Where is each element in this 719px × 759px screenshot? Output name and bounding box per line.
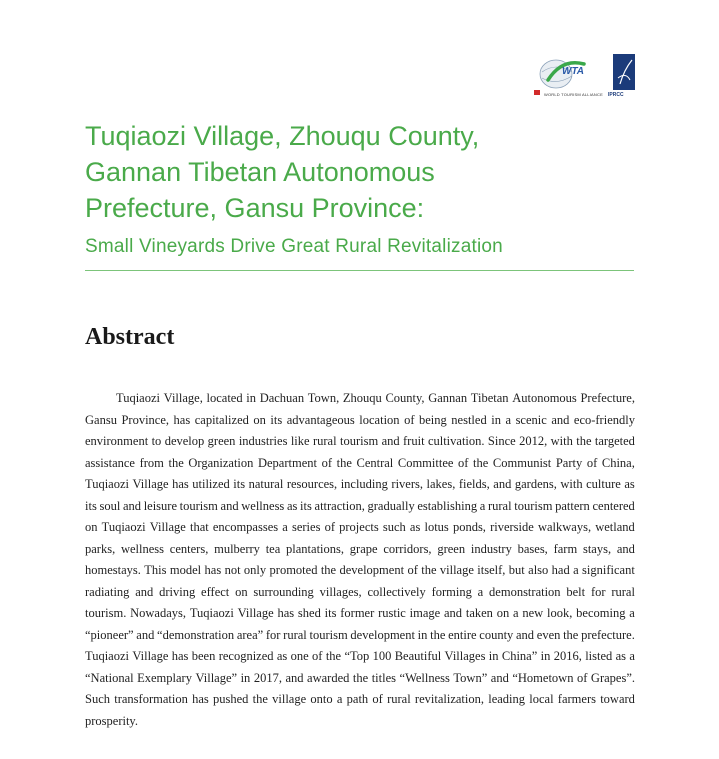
word: resources, [286,477,338,491]
word: radiating [85,584,130,599]
word: Village [149,520,186,534]
word: also [528,563,549,577]
word: shed [297,606,321,620]
word: like [290,434,310,448]
word: and [135,584,154,599]
word: rural [487,498,512,513]
word: centers, [169,541,209,556]
word: Town, [307,391,340,405]
word: Committee [397,455,454,470]
abstract-line [85,668,635,690]
abstract-line [85,625,635,647]
word: lakes, [426,477,456,491]
word: has [204,563,222,577]
word: Such [85,692,110,706]
word: the [352,670,369,685]
word: assistance [85,455,135,470]
word: and [616,541,635,556]
word: its [270,412,283,427]
abstract-line [85,388,635,410]
word: a [282,520,288,534]
word: and [285,670,304,685]
word: rural [283,627,307,642]
word: recognized [218,649,274,663]
word: nestled [451,412,487,427]
word: establishing [417,498,478,513]
word: in [417,627,428,642]
word: and [493,477,512,491]
word: rural [387,692,411,706]
word: as [286,498,298,513]
word: revitalization, [414,692,484,706]
word: Central [356,455,394,470]
word: taken [465,606,493,620]
word: and [443,606,463,620]
word: utilized [192,477,230,491]
word: the [325,649,342,663]
word: green [207,434,236,448]
title-divider [85,270,634,271]
word: model [169,563,202,577]
word: has [277,606,295,620]
word: of [321,455,333,470]
word: the [421,563,437,577]
word: the [168,455,184,470]
word: 2017, [253,670,282,685]
case-title [85,118,645,226]
word: including [340,477,388,491]
word: location [359,412,400,427]
word: surrounding [253,584,314,599]
case-subtitle: Small Vineyards Drive Great Rural Revitalization [85,236,503,257]
word: farm [553,541,578,556]
word: Party [555,455,583,470]
word: projects [339,520,379,534]
word: Organization [188,455,254,470]
word: that [189,520,209,534]
word: located [206,391,243,405]
word: leading [488,692,526,706]
word: Grapes”. [590,670,635,685]
word: its [85,498,97,513]
word: its [233,477,246,491]
word: entire [448,627,477,642]
word: Beautiful [394,649,442,663]
word: villages, [319,584,362,599]
abstract-line [85,689,635,711]
word: significant [582,563,635,577]
word: of [458,455,469,470]
word: belt [566,584,586,599]
word: China, [601,455,635,470]
word: has [192,692,209,706]
word: the [320,563,337,577]
word: and [381,434,400,448]
word: rivers, [391,477,424,491]
abstract-line [85,474,635,496]
word: bases, [517,541,548,556]
word: tourism [514,498,553,513]
word: with [560,477,583,491]
word: Dachuan [259,391,305,405]
word: its [324,606,337,620]
word: not [224,563,241,577]
word: “pioneer” [85,627,134,642]
word: Autonomous [512,391,577,405]
word: culture [586,477,621,491]
word: 2012, [519,434,548,448]
word: from [139,455,164,470]
word: and [136,627,155,642]
word: “National [85,670,134,685]
word: Tuqiaozi [101,520,146,534]
word: tourism [339,434,379,448]
word: in [240,670,251,685]
word: tourism. [85,606,127,620]
word: demonstration [489,584,561,599]
abstract-line [85,453,635,475]
word: and [516,627,535,642]
word: a [477,584,484,599]
word: as [409,520,421,534]
word: Zhouqu [342,391,382,405]
word: Village [132,477,169,491]
word: a [505,412,512,427]
title-line: Prefecture, Gansu Province: [85,193,425,223]
word: Tuqiaozi [85,649,129,663]
word: and [551,412,570,427]
word: the [576,434,592,448]
word: a [479,498,486,513]
word: scenic [515,412,547,427]
word: in [540,649,551,663]
word: cultivation. [427,434,485,448]
word: even [536,627,561,642]
abstract-line [85,517,635,539]
word: onto [310,692,333,706]
word: develop [164,434,205,448]
word: Nowadays, [130,606,187,620]
word: rural [611,584,635,599]
word: of [324,520,335,534]
word: a [336,692,343,706]
word: for [590,584,606,599]
word: of [404,412,415,427]
word: the [252,692,268,706]
word: itself, [477,563,506,577]
word: China” [501,649,538,663]
word: centered [592,498,635,513]
word: Communist [492,455,552,470]
word: stays, [582,541,612,556]
word: county [479,627,514,642]
word: with [550,434,573,448]
title-line: Tuqiaozi Village, Zhouqu County, [85,121,480,151]
word: titles [371,670,397,685]
word: Province, [121,412,170,427]
word: and [122,498,142,513]
word: being [419,412,447,427]
word: mulberry [214,541,260,556]
word: Tuqiaozi [116,391,160,405]
word: such [382,520,406,534]
word: parks, [85,541,116,556]
word: riverside [490,520,534,534]
word: as [615,649,627,663]
word: tea [265,541,281,556]
word: targeted [594,434,635,448]
word: as [276,649,288,663]
word: “Hometown [512,670,574,685]
word: wetland [595,520,635,534]
word: a [629,606,635,620]
word: series [291,520,321,534]
abstract-body [85,388,635,732]
word: green [437,541,466,556]
word: former [340,606,375,620]
word: attraction, [314,498,365,513]
title-line: Gannan Tibetan Autonomous [85,157,435,187]
word: Village [237,606,274,620]
word: 2016, [553,649,582,663]
word: awarded [307,670,350,685]
word: rustic [378,606,406,620]
word: village [439,563,474,577]
wta-mark-text: WTA [562,66,585,77]
abstract-heading: Abstract [85,324,175,350]
abstract-line [85,711,635,733]
word: driving [159,584,196,599]
word: 100 [372,649,392,663]
word: and [490,670,509,685]
word: advantageous [286,412,355,427]
abstract-line [85,431,635,453]
word: natural [248,477,284,491]
wta-caption: WORLD TOURISM ALLIANCE [544,92,603,97]
word: environment [85,434,149,448]
word: homestays. [85,563,141,577]
word: on [253,412,266,427]
word: This [144,563,167,577]
word: collectively [367,584,426,599]
abstract-line [85,496,635,518]
word: plantations, [286,541,345,556]
word: industries [238,434,288,448]
abstract-line [85,582,635,604]
word: a [629,649,635,663]
word: Town” [453,670,488,685]
word: development [350,627,415,642]
word: Department [257,455,317,470]
word: wellness [241,498,285,513]
word: lotus [424,520,449,534]
word: listed [585,649,613,663]
word: County, [385,391,425,405]
word: the [563,627,579,642]
abstract-line [85,539,635,561]
word: of [407,563,418,577]
word: Village, [163,391,203,405]
word: gardens, [514,477,557,491]
word: tourism [309,627,348,642]
word: walkways, [537,520,592,534]
word: Tibetan [470,391,509,405]
word: of [372,692,383,706]
word: image [409,606,441,620]
word: Gannan [428,391,468,405]
word: gradually [367,498,415,513]
abstract-line [85,560,635,582]
word: on [235,584,248,599]
word: been [191,649,216,663]
word: Villages [444,649,486,663]
word: Village” [195,670,238,685]
word: pattern [555,498,590,513]
word: Village [132,649,169,663]
word: and [220,498,239,513]
word: to [151,434,162,448]
word: industry [470,541,512,556]
word: as [624,477,635,491]
word: capitalized [194,412,249,427]
word: Exemplary [137,670,192,685]
word: leisure [143,498,178,513]
word: fields, [458,477,490,491]
word: the [430,627,446,642]
word: on [85,520,98,534]
word: farmers [557,692,596,706]
word: eco-friendly [573,412,635,427]
word: development [339,563,405,577]
word: in [246,391,257,405]
word: one [290,649,309,663]
word: but [508,563,525,577]
word: pushed [212,692,249,706]
word: only [243,563,267,577]
word: its [300,498,312,513]
abstract-line [85,646,635,668]
word: of [576,670,588,685]
word: has [171,649,189,663]
word: becoming [576,606,626,620]
word: promoted [269,563,318,577]
word: fruit [403,434,425,448]
word: Prefecture, [580,391,635,405]
word: soul [99,498,121,513]
word: “demonstration [157,627,235,642]
word: Since [487,434,516,448]
abstract-line [85,603,635,625]
word: in [491,412,501,427]
word: Gansu [85,412,117,427]
word: local [529,692,554,706]
word: a [573,563,579,577]
word: look, [547,606,573,620]
iprcc-caption: IPRCC [608,92,624,98]
word: prosperity. [85,713,138,728]
word: of [586,455,598,470]
word: prefecture. [581,627,635,642]
word: area” [236,627,264,642]
word: tourism [179,498,218,513]
word: the [336,455,352,470]
word: in [488,649,499,663]
word: corridors, [383,541,432,556]
word: has [173,412,191,427]
abstract-line [85,410,635,432]
word: Tuqiaozi [85,477,129,491]
word: on [496,606,510,620]
word: Tuqiaozi [189,606,234,620]
word: rural [312,434,337,448]
word: encompasses [212,520,279,534]
word: has [172,477,189,491]
word: effect [201,584,230,599]
word: a [513,606,519,620]
word: for [265,627,281,642]
word: grape [349,541,378,556]
word: forming [431,584,472,599]
word: the [473,455,489,470]
word: transformation [114,692,188,706]
word: toward [600,692,635,706]
word: ponds, [452,520,486,534]
word: path [346,692,369,706]
word: “Wellness [399,670,450,685]
word: of [312,649,323,663]
word: “Top [344,649,370,663]
word: had [551,563,570,577]
word: new [522,606,544,620]
word: wellness [120,541,165,556]
header-logos [532,54,642,100]
word: village [272,692,307,706]
